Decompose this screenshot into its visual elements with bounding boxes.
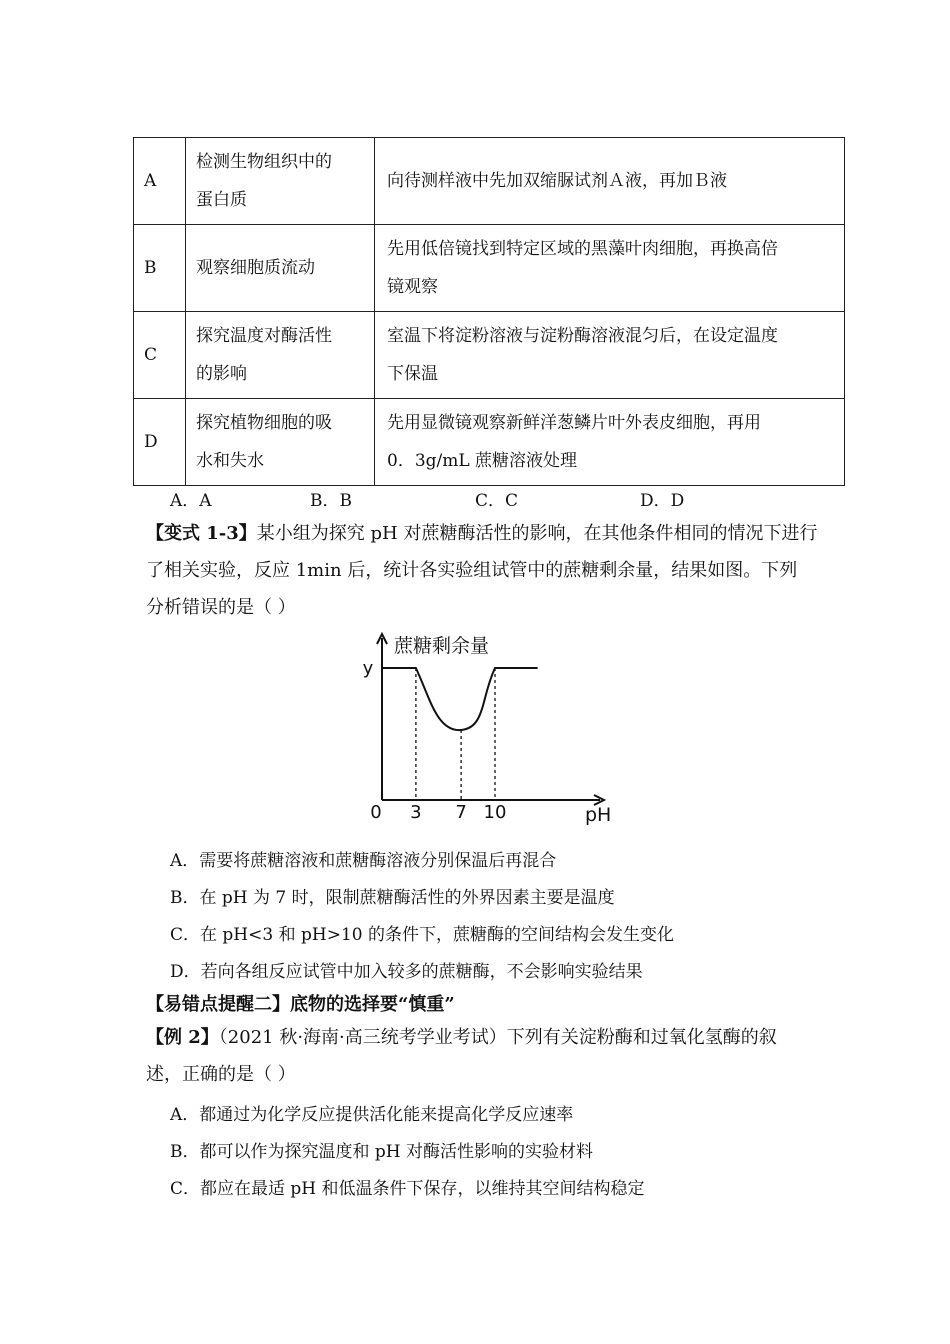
experiment-cell bbox=[186, 399, 375, 486]
section-title: 【易错点提醒二】底物的选择要“慎重” bbox=[146, 994, 455, 1015]
procedure-cell bbox=[375, 399, 845, 486]
experiment-line: 水和失水 bbox=[196, 451, 264, 471]
experiment-line: 的影响 bbox=[196, 364, 247, 384]
q1-choice-a[interactable]: A．A bbox=[170, 491, 212, 511]
q2-line-3: 分析错误的是（ ） bbox=[146, 597, 296, 618]
procedure-cell bbox=[375, 312, 845, 399]
procedure-line: 室温下将淀粉溶液与淀粉酶溶液混匀后，在设定温度 bbox=[387, 326, 778, 346]
experiment-line: 检测生物组织中的 bbox=[196, 152, 332, 172]
experiment-cell bbox=[186, 312, 375, 399]
q1-choice-b[interactable]: B．B bbox=[310, 491, 352, 511]
q3-tag: 【例 2】 bbox=[146, 1027, 219, 1048]
experiment-line: 探究温度对酶活性 bbox=[196, 326, 332, 346]
q2-choice-c[interactable]: C．在 pH<3 和 pH>10 的条件下，蔗糖酶的空间结构会发生变化 bbox=[170, 925, 674, 945]
experiment-line: 探究植物细胞的吸 bbox=[196, 413, 332, 433]
procedure-line: 镜观察 bbox=[387, 277, 438, 297]
experiment-line: 观察细胞质流动 bbox=[196, 258, 315, 278]
procedure-line: 先用显微镜观察新鲜洋葱鳞片叶外表皮细胞，再用 bbox=[387, 413, 761, 433]
q3-choice-b[interactable]: B．都可以作为探究温度和 pH 对酶活性影响的实验材料 bbox=[170, 1142, 594, 1162]
x-tick-label: 10 bbox=[483, 802, 507, 823]
table-row bbox=[134, 312, 845, 399]
row-letter: A bbox=[134, 138, 186, 225]
q2-choice-b[interactable]: B．在 pH 为 7 时，限制蔗糖酶活性的外界因素主要是温度 bbox=[170, 888, 615, 908]
q1-choice-c[interactable]: C．C bbox=[475, 491, 519, 511]
table-row bbox=[134, 399, 845, 486]
series-line bbox=[382, 668, 538, 730]
x-tick-label: 7 bbox=[455, 802, 467, 823]
y-tick-label: y bbox=[362, 658, 374, 679]
x-tick-label: 0 bbox=[370, 802, 382, 823]
q3-choice-c[interactable]: C．都应在最适 pH 和低温条件下保存，以维持其空间结构稳定 bbox=[170, 1179, 645, 1199]
q2-line-1: 某小组为探究 pH 对蔗糖酶活性的影响，在其他条件相同的情况下进行 bbox=[256, 523, 818, 544]
q2-tag: 【变式 1-3】 bbox=[146, 523, 257, 544]
options-table bbox=[133, 137, 845, 486]
q3-line-1: （2021 秋·海南·高三统考学业考试）下列有关淀粉酶和过氧化氢酶的叙 bbox=[218, 1027, 777, 1048]
row-letter: C bbox=[134, 312, 186, 399]
procedure-line: 向待测样液中先加双缩脲试剂Ａ液，再加Ｂ液 bbox=[387, 171, 727, 191]
q2-choice-d[interactable]: D．若向各组反应试管中加入较多的蔗糖酶，不会影响实验结果 bbox=[170, 962, 643, 982]
row-letter: B bbox=[134, 225, 186, 312]
procedure-line: 0．3g/mL 蔗糖溶液处理 bbox=[387, 451, 578, 471]
experiment-cell bbox=[186, 138, 375, 225]
q3-choice-a[interactable]: A．都通过为化学反应提供活化能来提高化学反应速率 bbox=[170, 1105, 574, 1125]
q3-line-2: 述，正确的是（ ） bbox=[146, 1064, 296, 1085]
table-row bbox=[134, 138, 845, 225]
y-axis-label: 蔗糖剩余量 bbox=[394, 635, 490, 657]
procedure-line: 先用低倍镜找到特定区域的黑藻叶肉细胞，再换高倍 bbox=[387, 239, 778, 259]
q2-choice-a[interactable]: A．需要将蔗糖溶液和蔗糖酶溶液分别保温后再混合 bbox=[170, 851, 557, 871]
procedure-line: 下保温 bbox=[387, 364, 438, 384]
q2-stem bbox=[146, 515, 846, 626]
q3-stem bbox=[146, 1019, 846, 1093]
row-letter: D bbox=[134, 399, 186, 486]
q1-choice-d[interactable]: D．D bbox=[640, 491, 685, 511]
procedure-cell bbox=[375, 138, 845, 225]
procedure-cell bbox=[375, 225, 845, 312]
x-axis-label: pH bbox=[585, 804, 612, 826]
table-row bbox=[134, 225, 845, 312]
x-tick-label: 3 bbox=[410, 802, 422, 823]
sucrose-remaining-chart bbox=[360, 628, 620, 828]
experiment-cell bbox=[186, 225, 375, 312]
q2-line-2: 了相关实验，反应 1min 后，统计各实验组试管中的蔗糖剩余量，结果如图。下列 bbox=[146, 560, 798, 581]
experiment-line: 蛋白质 bbox=[196, 190, 247, 210]
